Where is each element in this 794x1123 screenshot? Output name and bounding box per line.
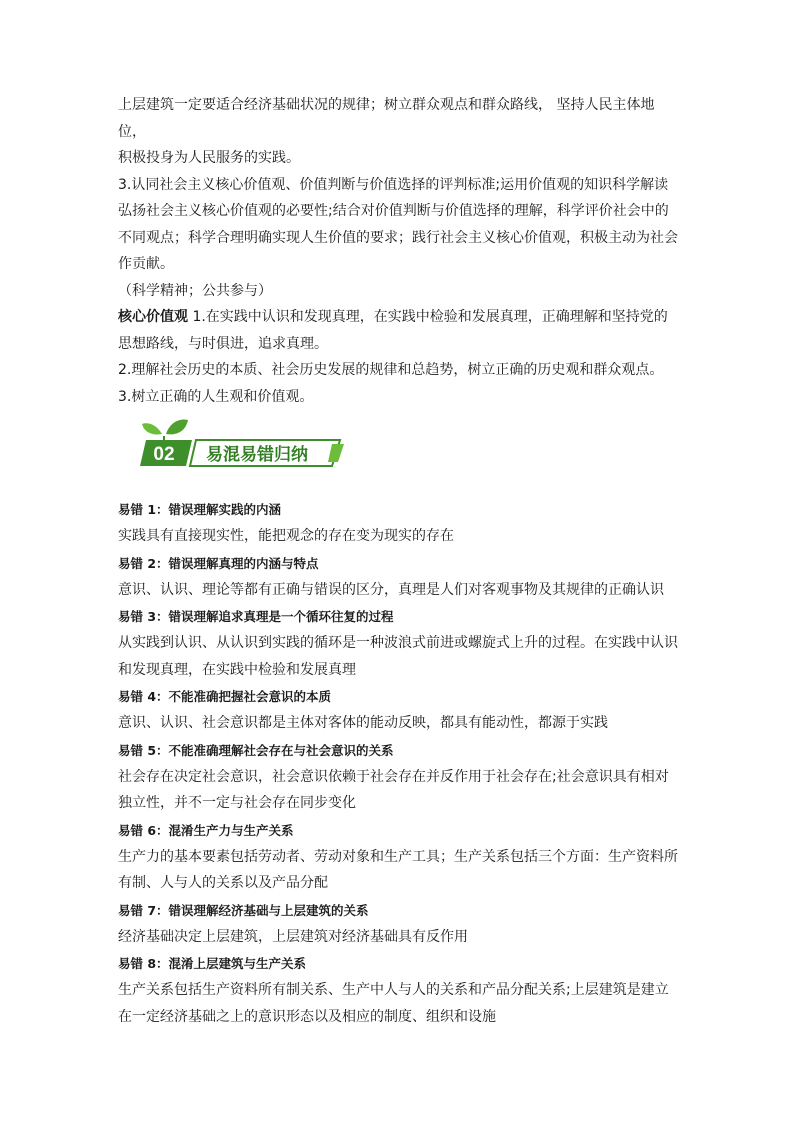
core-values-label: 核心价值观 [118, 309, 188, 325]
error-item [118, 817, 680, 897]
document-page [118, 92, 680, 1030]
error-item [118, 683, 680, 737]
error-body: 独立性，并不一定与社会存在同步变化 [118, 795, 356, 811]
point-3-line: 弘扬社会主义核心价值观的必要性;结合对价值判断与价值选择的理解，科学评价社会中的 [118, 203, 669, 219]
error-body: 在一定经济基础之上的意识形态以及相应的制度、组织和设施 [118, 1008, 496, 1025]
error-body: 经济基础决定上层建筑，上层建筑对经济基础具有反作用 [118, 928, 468, 945]
point-3-line: 3.认同社会主义核心价值观、价值判断与价值选择的评判标准;运用价值观的知识科学解读 [118, 176, 669, 193]
error-item [118, 496, 680, 550]
error-item [118, 603, 680, 683]
error-title: 易错 4：不能准确把握社会意识的本质 [118, 689, 332, 704]
error-title: 易错 1：错误理解实践的内涵 [118, 502, 282, 517]
section-number: 02 [153, 444, 175, 465]
error-item [118, 950, 680, 1030]
intro-line: 积极投身为人民服务的实践。 [118, 150, 300, 166]
error-body: 实践具有直接现实性，能把观念的存在变为现实的存在 [118, 528, 454, 544]
literacy-tags: （科学精神；公共参与） [118, 282, 272, 299]
error-body: 社会存在决定社会意识，社会意识依赖于社会存在并反作用于社会存在;社会意识具有相对 [118, 768, 669, 785]
intro-line: 上层建筑一定要适合经济基础状况的规律；树立群众观点和群众路线， 坚持人民主体地位， [118, 97, 655, 140]
section-title: 易混易错归纳 [206, 445, 308, 465]
error-title: 易错 8：混淆上层建筑与生产关系 [118, 956, 307, 971]
core-values-line [118, 304, 680, 331]
error-body: 生产关系包括生产资料所有制关系、生产中人与人的关系和产品分配关系;上层建筑是建立 [118, 982, 669, 998]
error-body: 意识、认识、社会意识都是主体对客体的能动反映，都具有能动性，都源于实践 [118, 715, 608, 731]
error-title: 易错 2：错误理解真理的内涵与特点 [118, 555, 319, 571]
error-body: 有制、人与人的关系以及产品分配 [118, 875, 328, 891]
core-values-line: 思想路线，与时俱进，追求真理。 [118, 335, 328, 352]
error-item [118, 550, 680, 604]
core-values-text: 1.在实践中认识和发现真理，在实践中检验和发展真理，正确理解和坚持党的 [188, 309, 668, 325]
error-title: 易错 7：错误理解经济基础与上层建筑的关系 [118, 902, 369, 918]
error-item [118, 737, 680, 817]
error-body: 生产力的基本要素包括劳动者、劳动对象和生产工具；生产关系包括三个方面：生产资料所 [118, 848, 678, 865]
error-item [118, 897, 680, 951]
error-list [118, 496, 680, 1030]
point-3-line: 作贡献。 [118, 256, 174, 272]
error-title: 易错 5：不能准确理解社会存在与社会意识的关系 [118, 742, 394, 758]
section-banner-graphic [140, 418, 350, 476]
error-body: 意识、认识、理论等都有正确与错误的区分，真理是人们对客观事物及其规律的正确认识 [118, 581, 664, 598]
core-values-line: 3.树立正确的人生观和价值观。 [118, 388, 314, 405]
error-body: 和发现真理，在实践中检验和发展真理 [118, 661, 356, 678]
error-title: 易错 3：错误理解追求真理是一个循环往复的过程 [118, 609, 394, 624]
leaf-icon [142, 420, 188, 440]
error-body: 从实践到认识、从认识到实践的循环是一种波浪式前进或螺旋式上升的过程。在实践中认识 [118, 635, 678, 651]
point-3-line: 不同观点；科学合理明确实现人生价值的要求；践行社会主义核心价值观，积极主动为社会 [118, 229, 678, 246]
error-title: 易错 6：混淆生产力与生产关系 [118, 822, 294, 838]
section-banner [118, 418, 680, 476]
core-values-line: 2.理解社会历史的本质、社会历史发展的规律和总趋势，树立正确的历史观和群众观点。 [118, 362, 664, 378]
